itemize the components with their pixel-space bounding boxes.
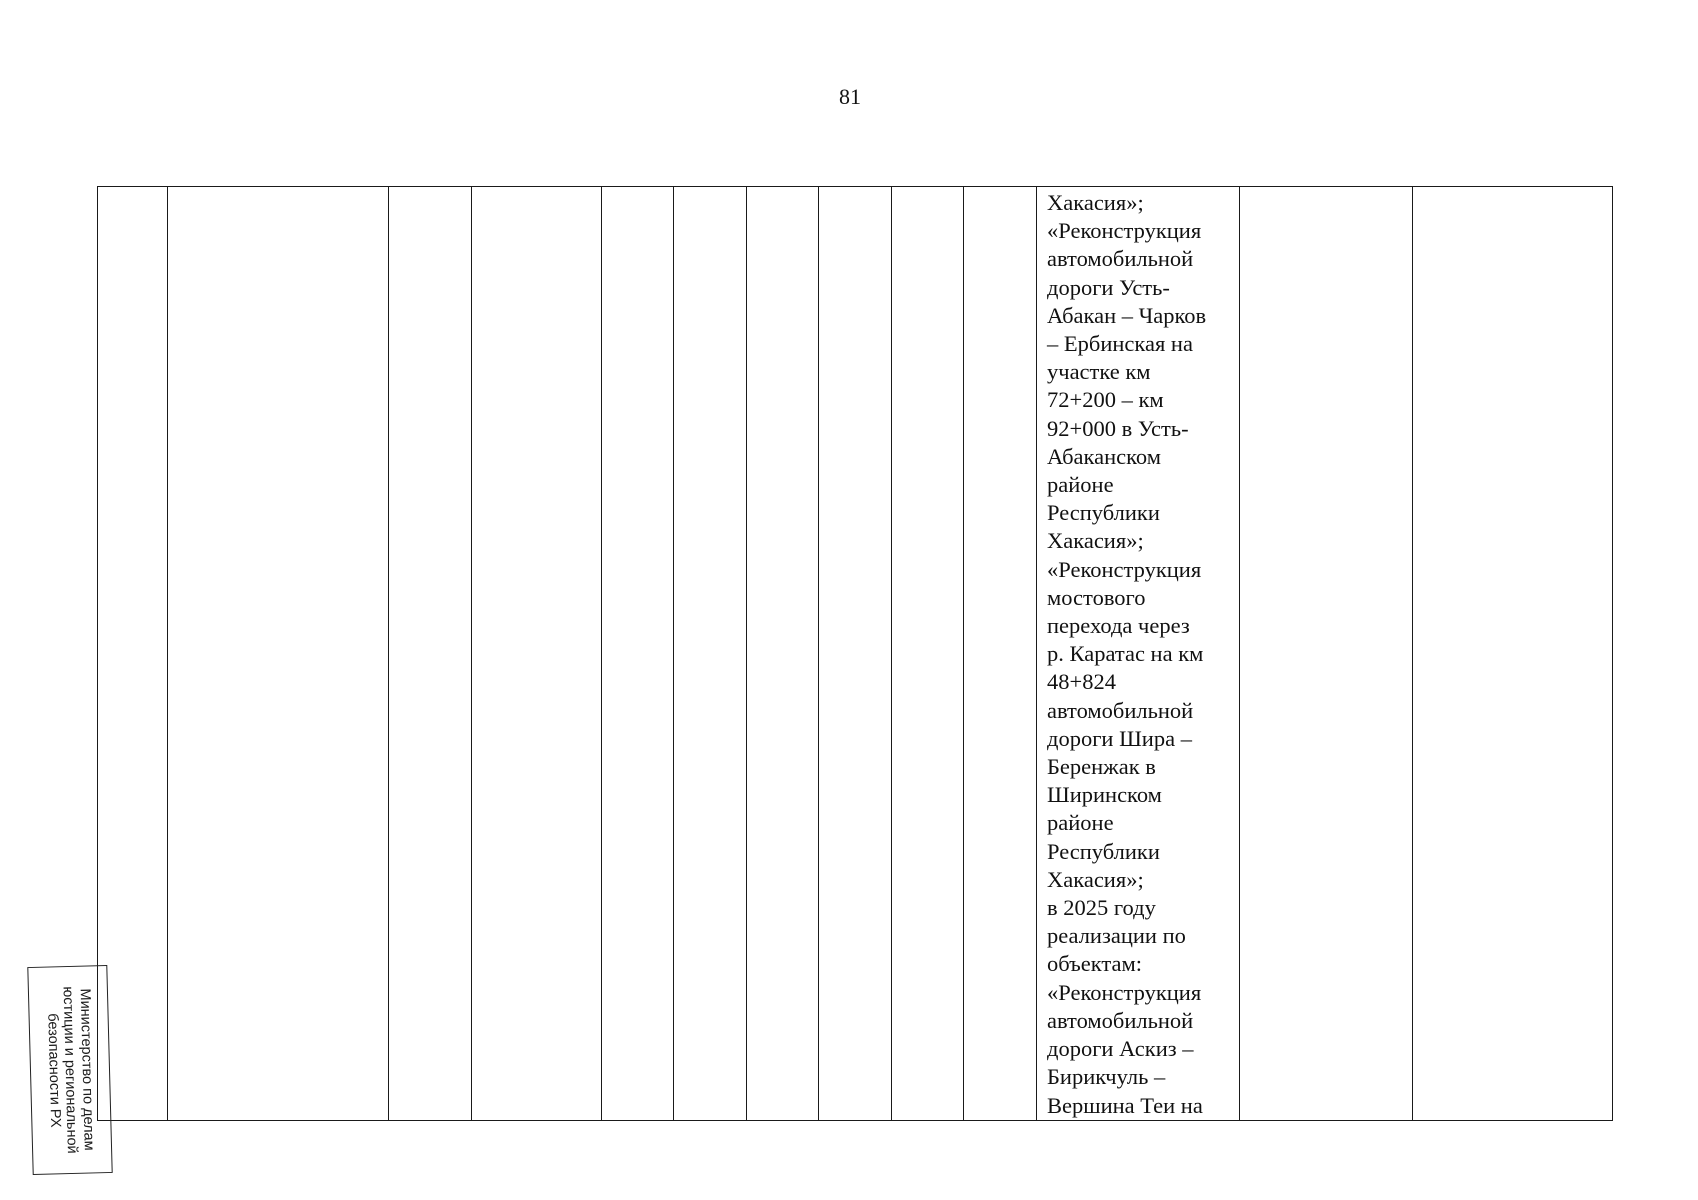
text-line: мостового xyxy=(1047,584,1146,610)
table-cell-8 xyxy=(819,187,892,1121)
table-cell-3 xyxy=(389,187,472,1121)
text-line: Хакасия»; xyxy=(1047,866,1144,892)
page-number: 81 xyxy=(839,84,861,109)
text-line: – Ербинская на xyxy=(1047,331,1193,357)
text-line: реализации по xyxy=(1047,923,1186,949)
text-line: Хакасия»; xyxy=(1047,190,1144,215)
table-cell-description xyxy=(1037,187,1240,1121)
text-line: автомобильной xyxy=(1047,697,1194,723)
text-line: Республики xyxy=(1047,838,1160,864)
text-line: Абакан – Чарков xyxy=(1047,302,1207,328)
table-cell-4 xyxy=(472,187,602,1121)
text-line: районе xyxy=(1047,810,1114,836)
stamp-line: юстиции и региональной xyxy=(60,986,81,1154)
table-cell-7 xyxy=(747,187,819,1121)
text-line: дороги Аскиз – xyxy=(1047,1036,1194,1062)
text-line: автомобильной xyxy=(1047,246,1194,272)
text-line: Вершина Теи на xyxy=(1047,1092,1203,1118)
text-line: 92+000 в Усть- xyxy=(1047,415,1189,441)
table-cell-2 xyxy=(168,187,389,1121)
table-cell-10 xyxy=(964,187,1037,1121)
stamp-text xyxy=(43,971,98,1168)
text-line: Республики xyxy=(1047,500,1160,526)
stamp-line: безопасности РХ xyxy=(44,1013,64,1128)
text-line: дороги Усть- xyxy=(1047,274,1170,300)
text-line: Ширинском xyxy=(1047,782,1162,808)
text-line: перехода через xyxy=(1047,613,1190,639)
text-line: р. Каратас на км xyxy=(1047,641,1204,667)
text-line: Абаканском xyxy=(1047,443,1161,469)
text-line: дороги Шира – xyxy=(1047,725,1192,751)
table-row xyxy=(98,187,1613,1121)
document-table xyxy=(97,186,1613,1121)
ministry-stamp xyxy=(27,965,112,1175)
text-line: Бирикчуль – xyxy=(1047,1064,1166,1090)
text-line: автомобильной xyxy=(1047,1007,1194,1033)
text-line: участке км xyxy=(1047,359,1151,385)
text-line: 48+824 xyxy=(1047,669,1116,695)
text-line: объектам: xyxy=(1047,951,1142,977)
text-line: районе xyxy=(1047,472,1114,498)
table-cell-6 xyxy=(674,187,747,1121)
stamp-line: Министерство по делам xyxy=(76,988,97,1151)
text-line: «Реконструкция xyxy=(1047,979,1202,1005)
text-line: Беренжак в xyxy=(1047,754,1156,780)
text-line: в 2025 году xyxy=(1047,895,1156,921)
text-line: «Реконструкция xyxy=(1047,556,1202,582)
table-cell-5 xyxy=(602,187,674,1121)
text-line: 72+200 – км xyxy=(1047,387,1164,413)
table-cell-1 xyxy=(98,187,168,1121)
text-line: «Реконструкция xyxy=(1047,218,1202,244)
text-line: Хакасия»; xyxy=(1047,528,1144,554)
table-cell-12 xyxy=(1240,187,1413,1121)
table-cell-9 xyxy=(892,187,964,1121)
table-cell-13 xyxy=(1413,187,1613,1121)
